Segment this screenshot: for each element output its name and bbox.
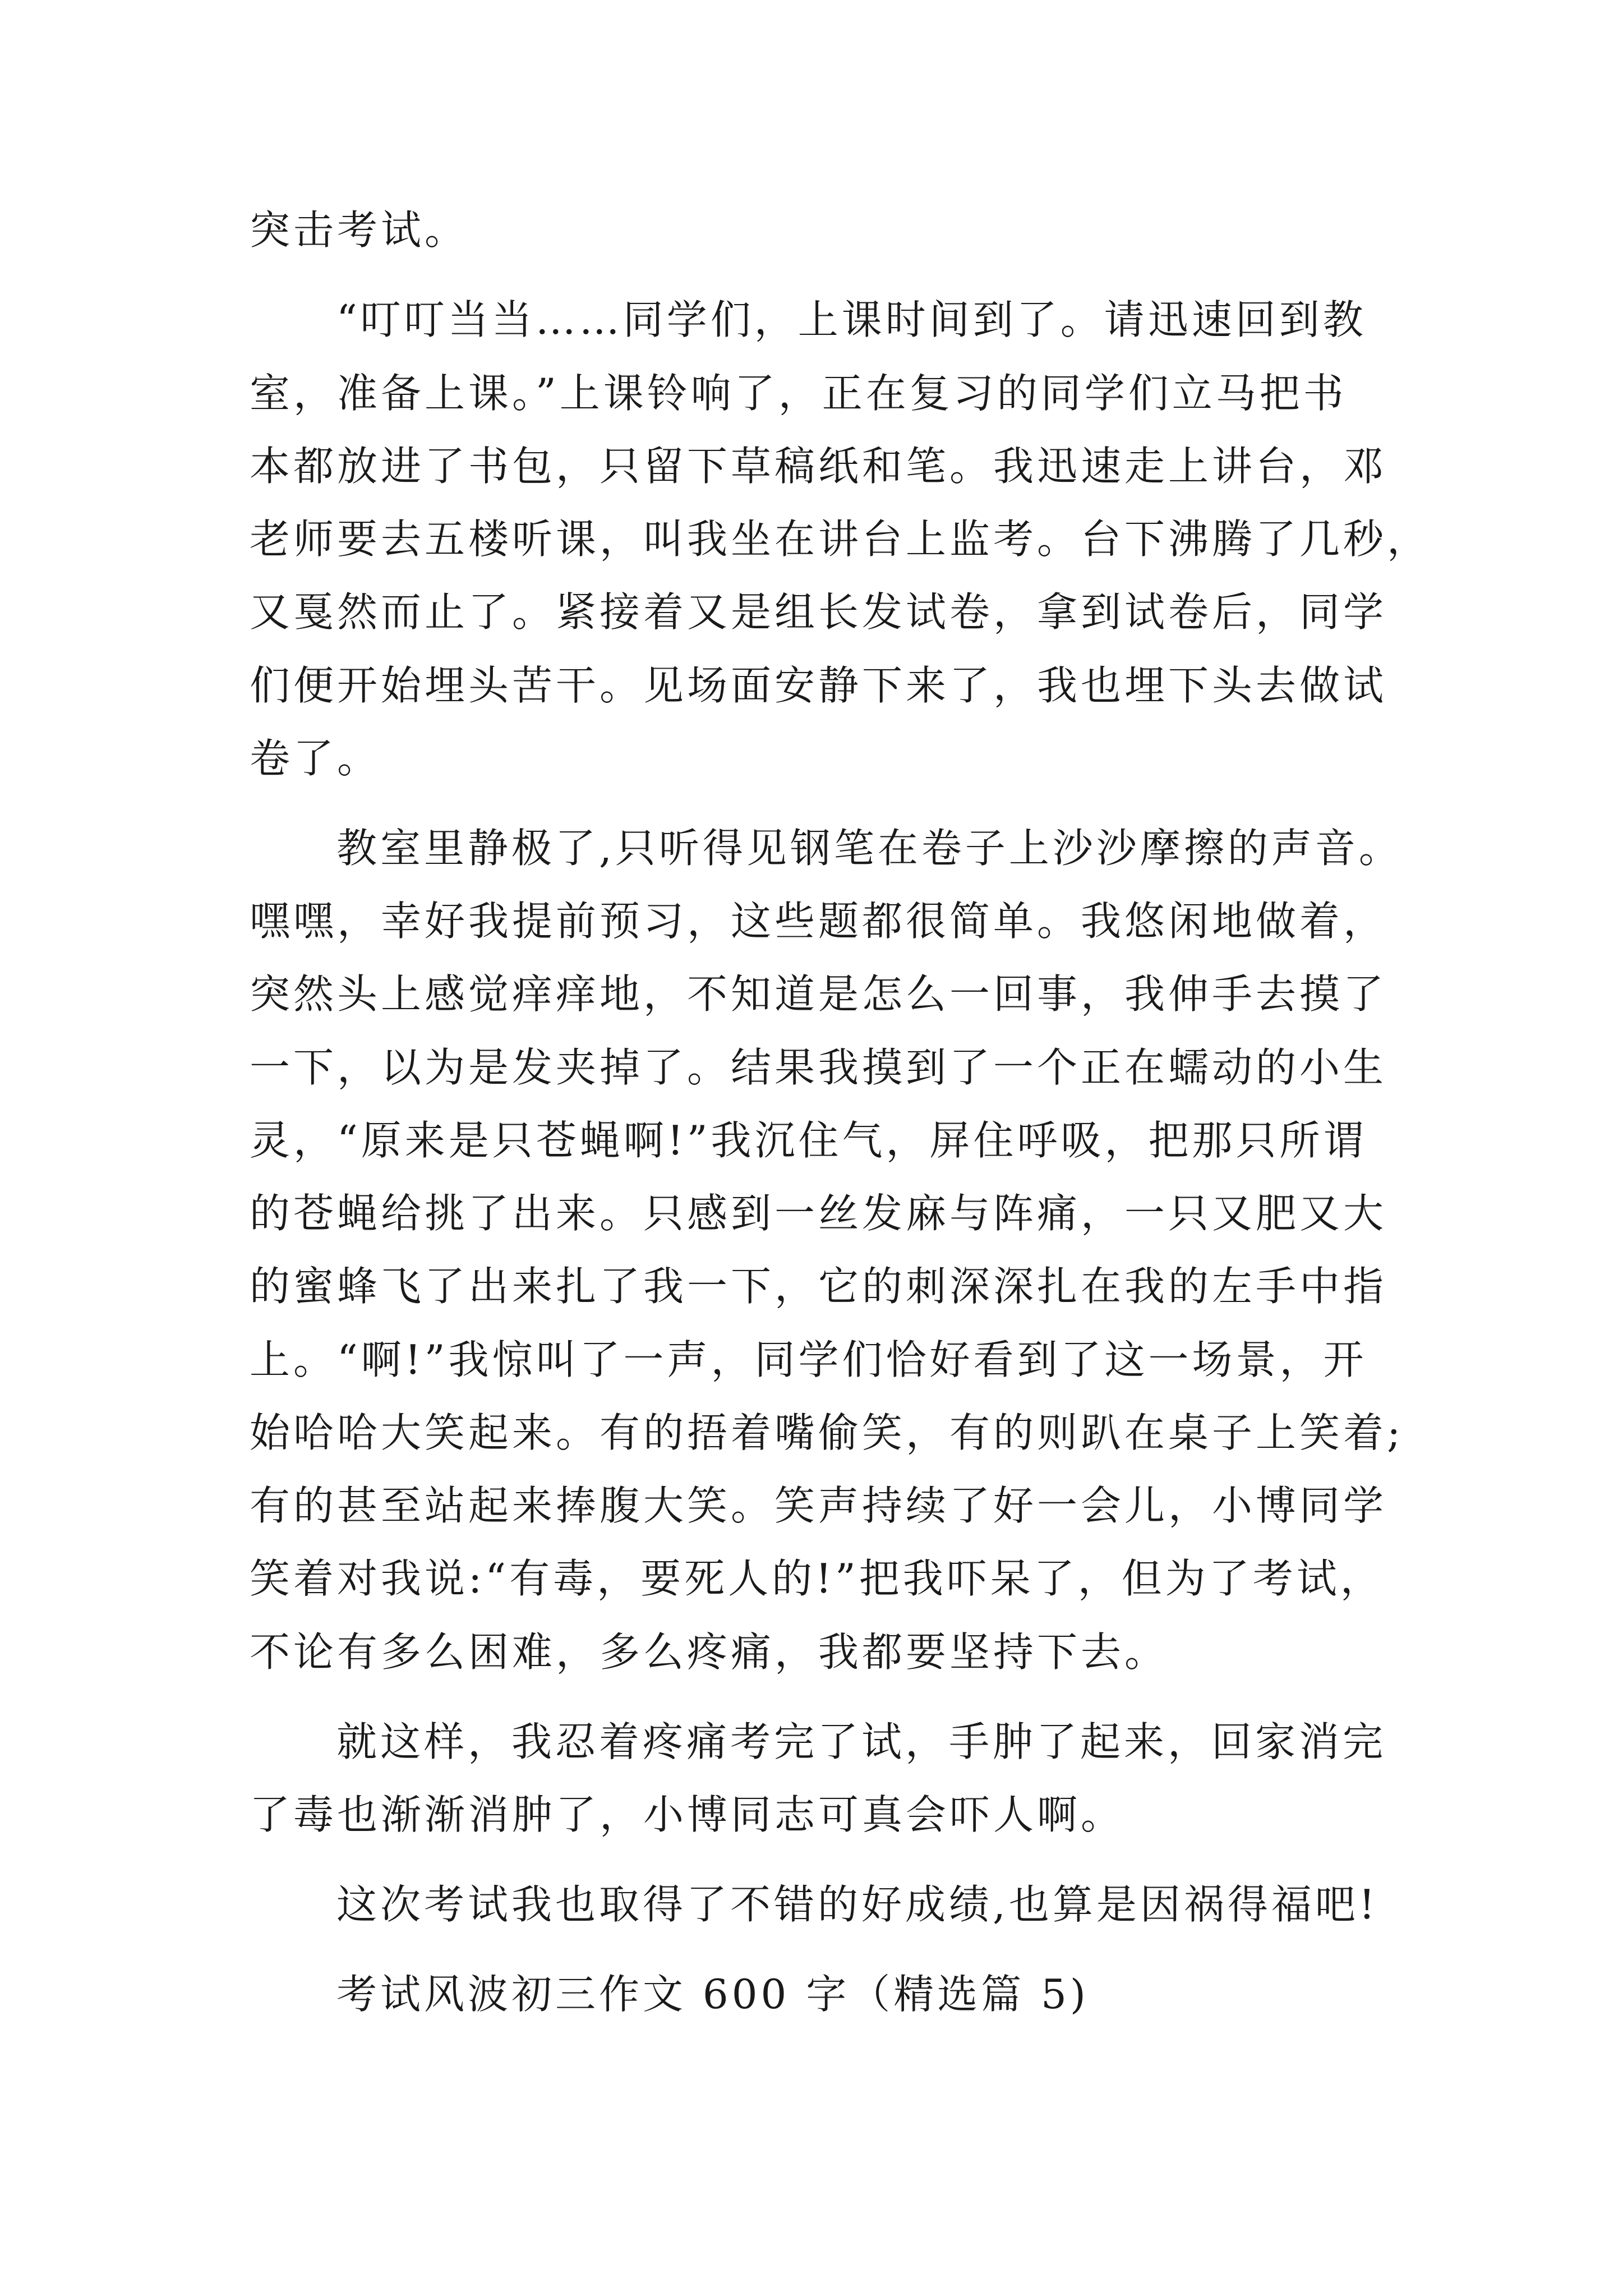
text-line: 又戛然而止了。紧接着又是组长发试卷，拿到试卷后，同学 [250, 588, 1387, 636]
text-line: 的蜜蜂飞了出来扎了我一下，它的刺深深扎在我的左手中指 [250, 1263, 1387, 1310]
paragraph-first-line: 教室里静极了,只听得见钢笔在卷子上沙沙摩擦的声音。 [336, 825, 1403, 872]
text-line: 突击考试。 [250, 206, 469, 254]
paragraph-first-line: 这次考试我也取得了不错的好成绩,也算是因祸得福吧! [336, 1881, 1378, 1928]
text-line: 上。“啊!”我惊叫了一声，同学们恰好看到了这一场景，开 [250, 1336, 1367, 1383]
text-line: 嘿嘿，幸好我提前预习，这些题都很简单。我悠闲地做着， [250, 898, 1387, 945]
text-line: 笑着对我说:“有毒，要死人的!”把我吓呆了，但为了考试， [250, 1555, 1384, 1602]
text-line: 们便开始埋头苦干。见场面安静下来了，我也埋下头去做试 [250, 662, 1387, 709]
text-line: 灵，“原来是只苍蝇啊!”我沉住气，屏住呼吸，把那只所谓 [250, 1117, 1367, 1164]
text-line: 老师要去五楼听课，叫我坐在讲台上监考。台下沸腾了几秒， [250, 516, 1431, 563]
text-line: 始哈哈大笑起来。有的捂着嘴偷笑，有的则趴在桌子上笑着; [250, 1409, 1404, 1456]
text-line: 了毒也渐渐消肿了，小博同志可真会吓人啊。 [250, 1791, 1125, 1838]
text-line: 不论有多么困难，多么疼痛，我都要坚持下去。 [250, 1628, 1169, 1676]
text-line: 卷了。 [250, 735, 381, 782]
paragraph-first-line: 就这样，我忍着疼痛考完了试，手肿了起来，回家消完 [336, 1718, 1387, 1765]
text-line: 室，准备上课。”上课铃响了，正在复习的同学们立马把书 [250, 370, 1347, 417]
section-heading: 考试风波初三作文 600 字（精选篇 5) [336, 1971, 1089, 2018]
text-line: 的苍蝇给挑了出来。只感到一丝发麻与阵痛，一只又肥又大 [250, 1190, 1387, 1237]
paragraph-first-line: “叮叮当当……同学们，上课时间到了。请迅速回到教 [336, 296, 1367, 343]
text-line: 一下，以为是发夹掉了。结果我摸到了一个正在蠕动的小生 [250, 1044, 1387, 1091]
text-line: 突然头上感觉痒痒地，不知道是怎么一回事，我伸手去摸了 [250, 970, 1387, 1018]
text-line: 本都放进了书包，只留下草稿纸和笔。我迅速走上讲台，邓 [250, 443, 1387, 490]
text-line: 有的甚至站起来捧腹大笑。笑声持续了好一会儿，小博同学 [250, 1482, 1387, 1529]
